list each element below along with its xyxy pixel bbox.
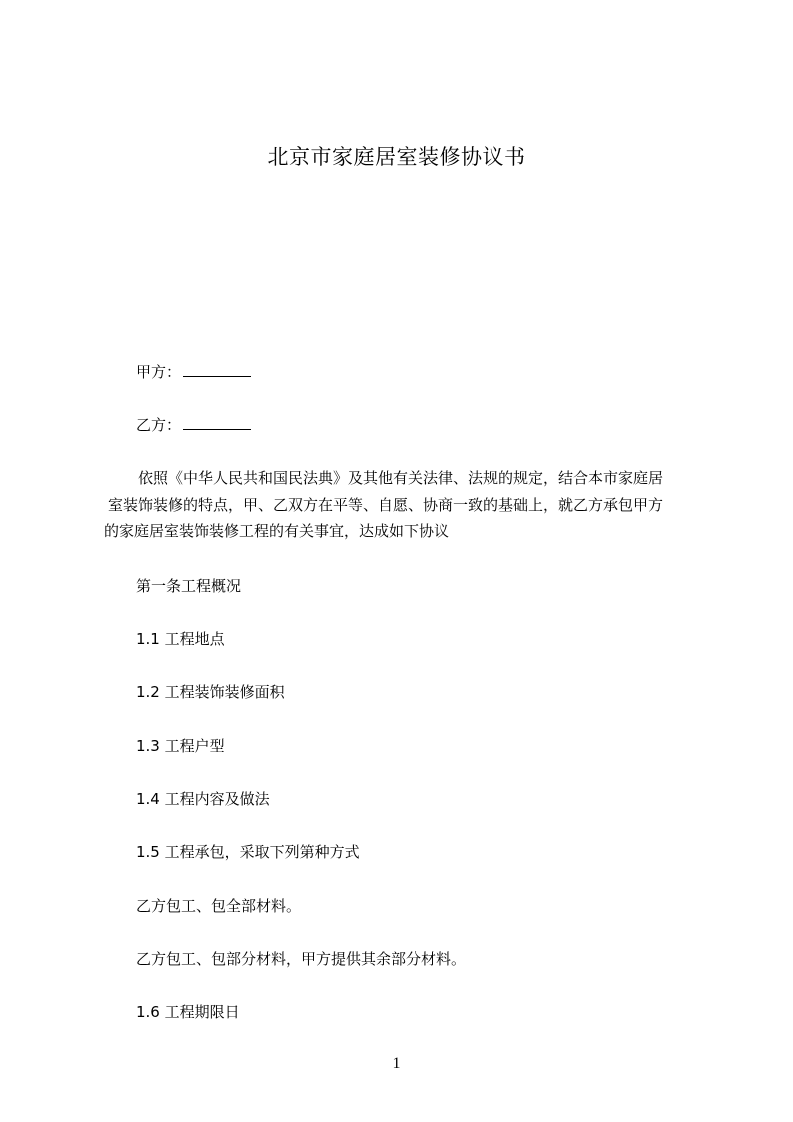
option-partial-materials: 乙方包工、包部分材料，甲方提供其余部分材料。 [136, 950, 467, 968]
party-a-line [136, 361, 251, 383]
party-b-line [136, 414, 251, 436]
item-1-2: 1.2 工程装饰装修面积 [136, 683, 285, 701]
article-1-heading: 第一条工程概况 [136, 577, 242, 595]
intro-line-3: 的家庭居室装饰装修工程的有关事宜，达成如下协议 [104, 522, 450, 540]
item-1-5: 1.5 工程承包，采取下列第种方式 [136, 843, 360, 861]
intro-paragraph [104, 465, 704, 545]
party-b-blank [183, 414, 251, 430]
item-1-3: 1.3 工程户型 [136, 737, 225, 755]
item-1-4: 1.4 工程内容及做法 [136, 790, 270, 808]
party-a-label: 甲方： [136, 363, 182, 381]
item-1-1: 1.1 工程地点 [136, 630, 225, 648]
intro-line-2: 室装饰装修的特点，甲、乙双方在平等、自愿、协商一致的基础上，就乙方承包甲方 [108, 495, 664, 514]
page-number: 1 [392, 1055, 401, 1072]
option-full-materials: 乙方包工、包全部材料。 [136, 897, 302, 915]
document-title: 北京市家庭居室装修协议书 [267, 145, 526, 169]
party-a-blank [183, 361, 251, 377]
item-1-6: 1.6 工程期限日 [136, 1003, 240, 1021]
party-b-label: 乙方： [136, 416, 182, 434]
intro-line-1: 依照《中华人民共和国民法典》及其他有关法律、法规的规定，结合本市家庭居 [138, 469, 664, 487]
